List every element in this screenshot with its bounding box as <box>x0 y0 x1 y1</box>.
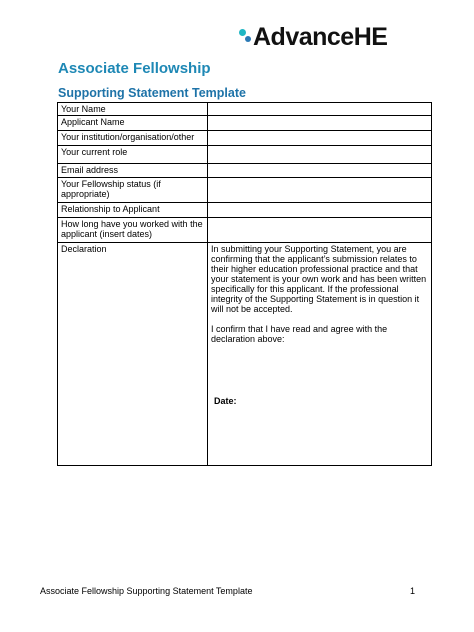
declaration-confirm-text: I confirm that I have read and agree with the declaration above: <box>211 324 388 344</box>
supporting-statement-form <box>57 102 432 466</box>
field-value[interactable] <box>208 131 432 146</box>
declaration-label: Declaration <box>58 243 208 466</box>
declaration-body[interactable] <box>208 243 432 466</box>
form-row-your-name <box>58 103 432 116</box>
logo-dots-icon <box>238 26 252 48</box>
field-label: Your Name <box>58 103 208 116</box>
field-value[interactable] <box>208 116 432 131</box>
form-row-institution <box>58 131 432 146</box>
field-value[interactable] <box>208 203 432 218</box>
footer-text: Associate Fellowship Supporting Statement Template <box>40 586 253 596</box>
form-row-relationship <box>58 203 432 218</box>
declaration-text: In submitting your Supporting Statement, you are confirming that the applicant’s submission relates to their higher education professional practice and that your statement is your own work and has been written specifically for this applicant. If the professional integrity of the Supporting Statement is in question it will not be accepted. <box>211 244 427 314</box>
field-label: Your institution/organisation/other <box>58 131 208 146</box>
field-label: How long have you worked with the applicant (insert dates) <box>58 218 208 243</box>
document-title: Associate Fellowship <box>58 60 211 77</box>
field-value[interactable] <box>208 218 432 243</box>
form-row-current-role <box>58 146 432 164</box>
advance-he-logo <box>238 20 387 54</box>
form-row-email <box>58 164 432 178</box>
field-label: Email address <box>58 164 208 178</box>
form-row-declaration <box>58 243 432 466</box>
form-row-time-worked <box>58 218 432 243</box>
field-label: Relationship to Applicant <box>58 203 208 218</box>
field-value[interactable] <box>208 164 432 178</box>
logo-text: AdvanceHE <box>253 22 388 51</box>
form-row-fellowship-status <box>58 178 432 203</box>
field-value[interactable] <box>208 103 432 116</box>
page-number: 1 <box>410 586 416 596</box>
field-label: Your Fellowship status (if appropriate) <box>58 178 208 203</box>
field-label: Applicant Name <box>58 116 208 131</box>
field-value[interactable] <box>208 178 432 203</box>
date-label: Date: <box>214 396 237 406</box>
field-label: Your current role <box>58 146 208 164</box>
form-row-applicant-name <box>58 116 432 131</box>
field-value[interactable] <box>208 146 432 164</box>
document-subtitle: Supporting Statement Template <box>58 86 246 100</box>
